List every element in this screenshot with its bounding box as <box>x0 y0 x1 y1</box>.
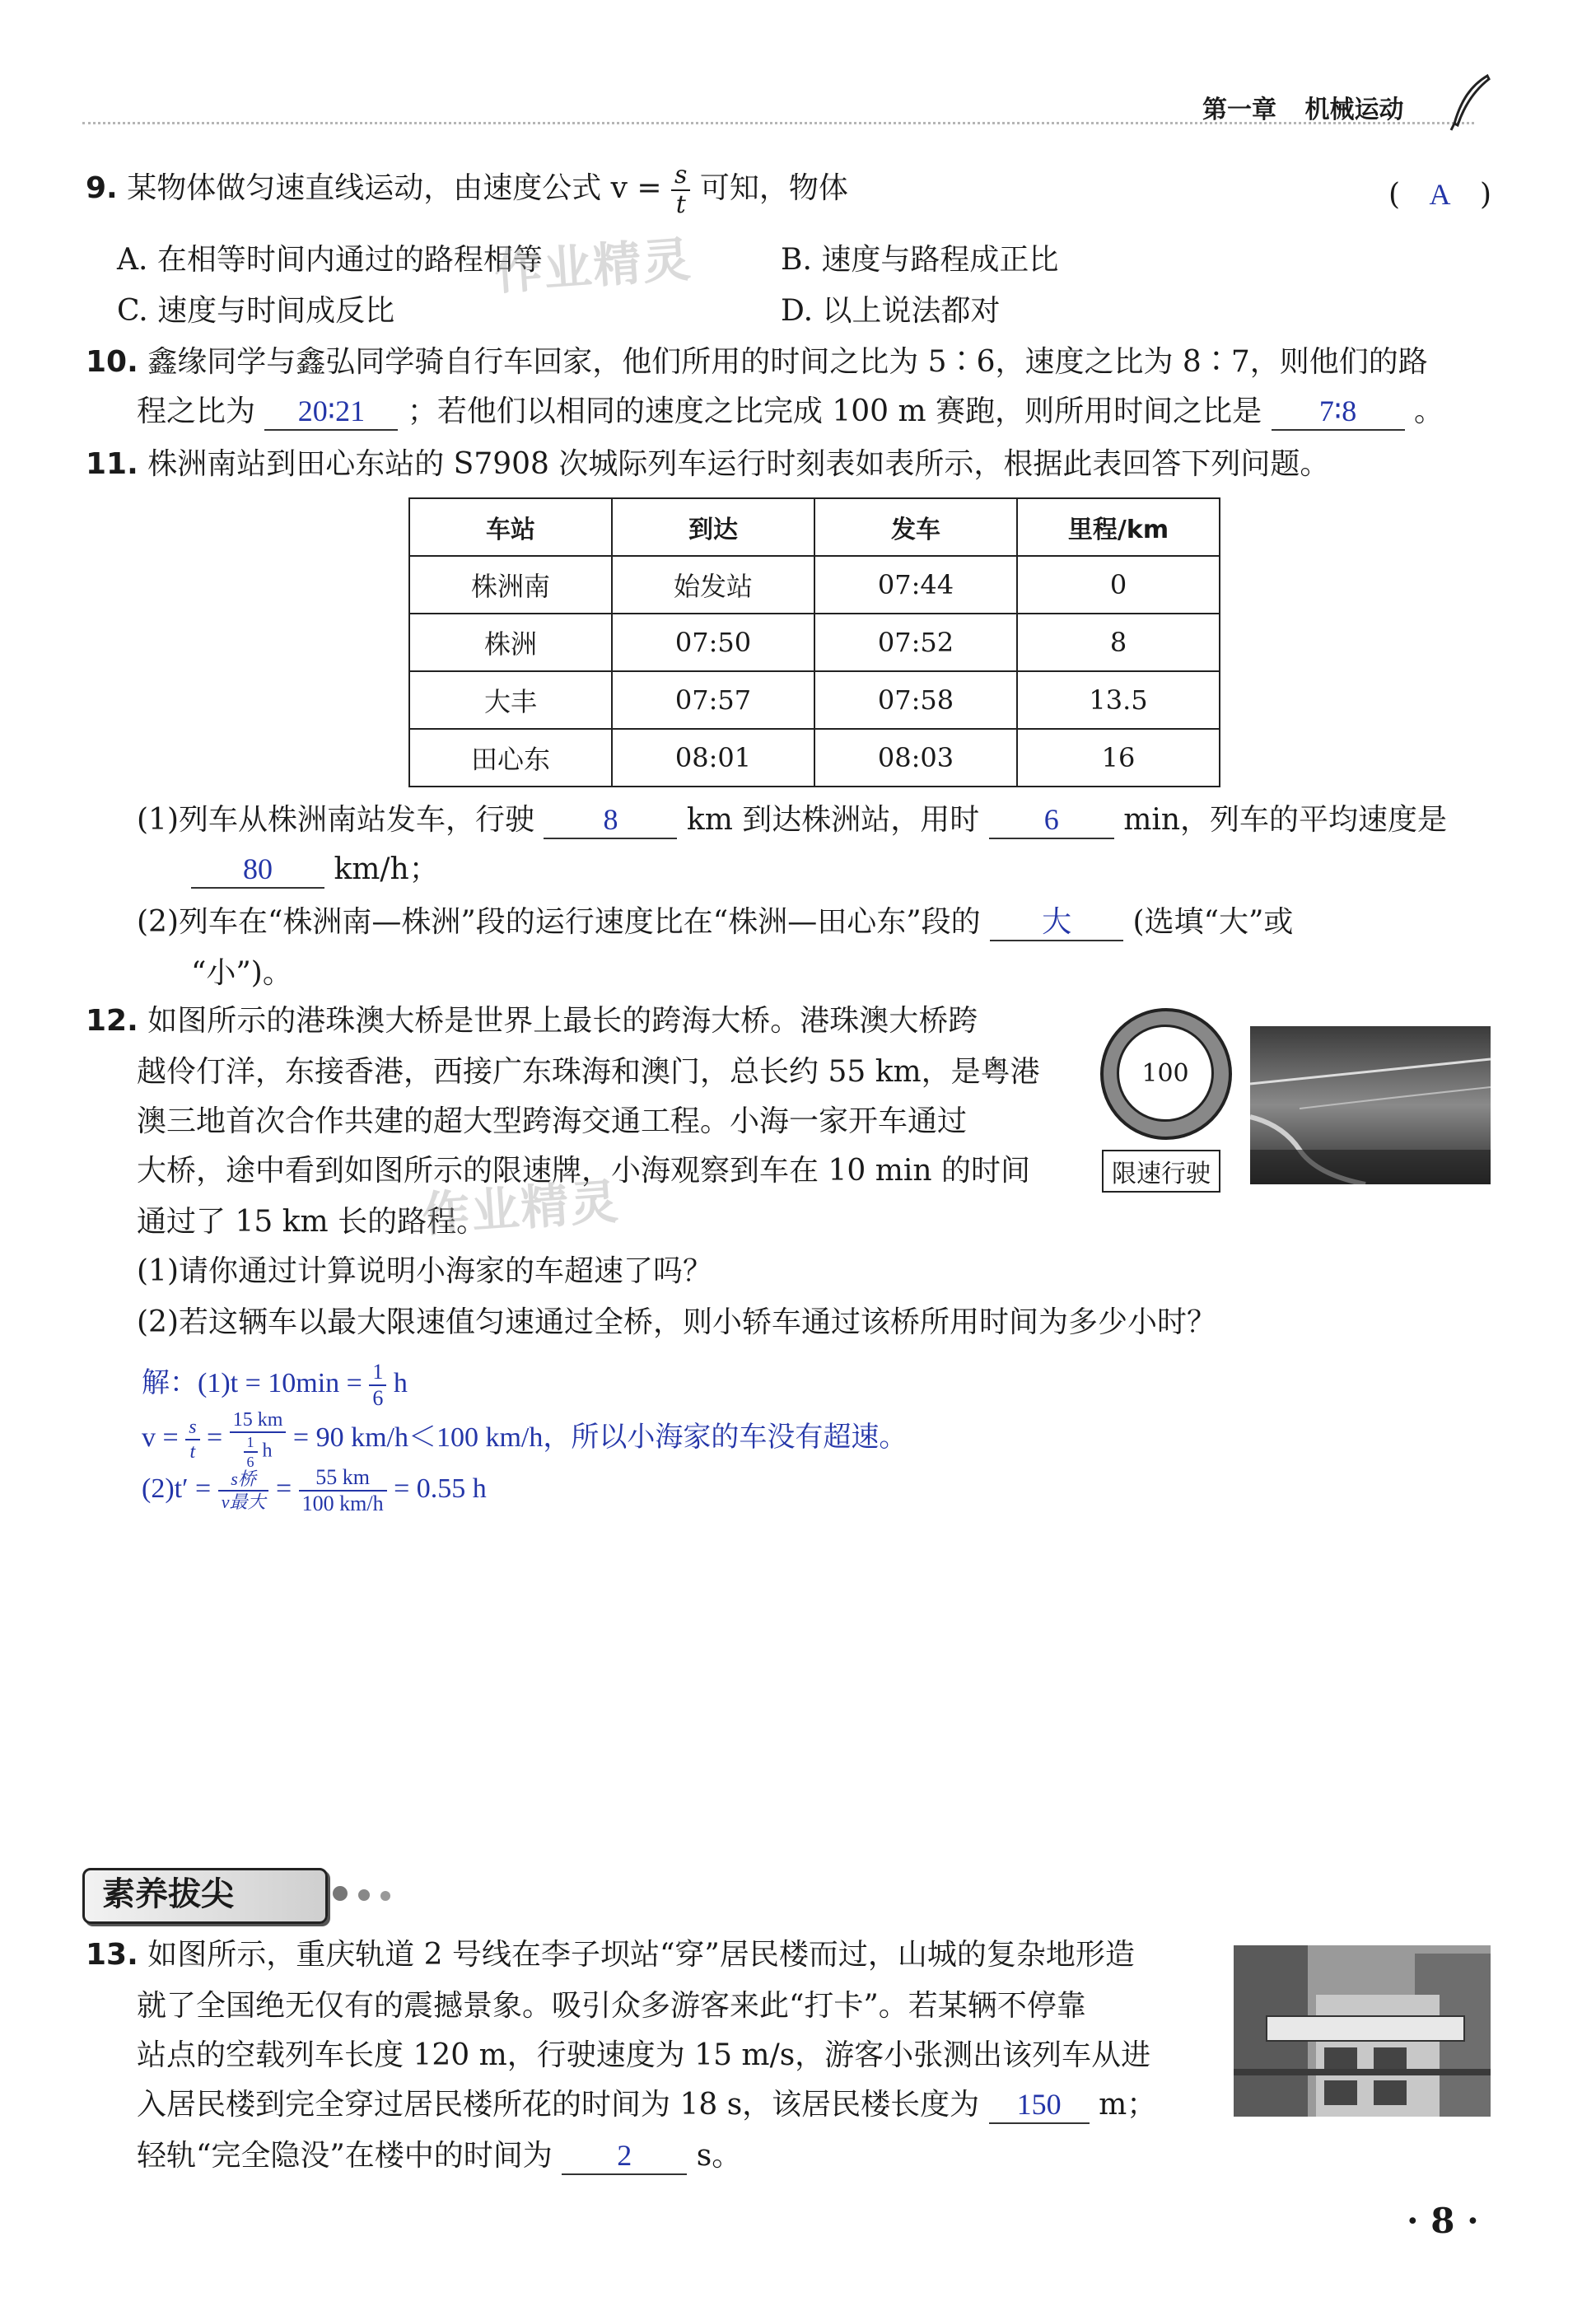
table-row <box>409 614 1220 671</box>
table-cell: 大丰 <box>409 671 612 729</box>
q13-answer-building-length: 150 <box>989 2086 1090 2124</box>
page-number: · 8 · <box>1407 2201 1479 2241</box>
q10-answer-ratio-distance: 20∶21 <box>264 393 398 431</box>
question-9 <box>86 163 1519 217</box>
q13-line: 站点的空载列车长度 120 m，行驶速度为 15 m/s，游客小张测出该列车从进 <box>137 2038 1151 2072</box>
question-10 <box>86 338 1519 387</box>
q13-line5 <box>137 2131 741 2181</box>
q9-answer: A <box>1429 178 1451 211</box>
fraction-denominator: t <box>675 190 686 219</box>
question-number: 13. <box>86 1938 138 1972</box>
solution-text: (2)t′ = <box>142 1473 212 1504</box>
table-row <box>409 729 1220 787</box>
header-cell: 到达 <box>612 498 814 556</box>
solution-fraction <box>218 1470 269 1511</box>
table-cell: 田心东 <box>409 729 612 787</box>
fraction-numerator: s桥 <box>218 1470 269 1492</box>
q13-line: 如图所示，重庆轨道 2 号线在李子坝站“穿”居民楼而过，山城的复杂地形造 <box>147 1938 1135 1972</box>
q13-line4 <box>137 2080 1156 2130</box>
speed-fraction <box>671 163 690 217</box>
q13-line: 就了全国绝无仅有的震撼景象。吸引众多游客来此“打卡”。若某辆不停靠 <box>137 1989 1086 2023</box>
header-cell: 里程/km <box>1017 498 1220 556</box>
dot-icon <box>380 1891 390 1901</box>
q10-text: 。 <box>1414 395 1444 428</box>
solution-text: h <box>393 1368 408 1398</box>
q11-text: (选填“大”或 <box>1132 905 1294 939</box>
q11-text: (2)列车在“株洲南—株洲”段的运行速度比在“株洲—田心东”段的 <box>137 905 981 939</box>
q12-line: 大桥，途中看到如图所示的限速牌，小海观察到车在 10 min 的时间 <box>137 1154 1030 1188</box>
speed-limit-sign <box>1100 1008 1232 1140</box>
table-cell: 07:50 <box>612 614 814 671</box>
fraction-denominator: t <box>189 1441 196 1463</box>
unit-text: h <box>262 1440 273 1462</box>
sign-inner-circle <box>1117 1025 1214 1122</box>
bridge-photo <box>1250 1026 1491 1184</box>
fraction-numerator: s <box>185 1417 199 1440</box>
q12-line: 通过了 15 km 长的路程。 <box>137 1205 487 1239</box>
chapter-label <box>1202 89 1403 125</box>
fraction-numerator: s <box>671 163 690 191</box>
q13-text: 入居民楼到完全穿过居民楼所花的时间为 18 s，该居民楼长度为 <box>137 2088 980 2122</box>
table-cell: 08:03 <box>814 729 1017 787</box>
q12-solution-line2 <box>142 1410 907 1469</box>
q11-answer-distance: 8 <box>544 801 677 839</box>
fraction-denominator: 6 <box>246 1454 254 1470</box>
q11-part2 <box>137 898 1520 947</box>
train-timetable <box>408 497 1220 787</box>
table-cell: 株洲 <box>409 614 612 671</box>
speed-limit-label: 限速行驶 <box>1102 1150 1220 1193</box>
q11-answer-speed: 80 <box>191 851 324 889</box>
monorail-building-photo <box>1234 1945 1491 2117</box>
question-number: 9. <box>86 171 118 205</box>
q13-text: 轻轨“完全隐没”在楼中的时间为 <box>137 2139 553 2173</box>
q10-text: ；若他们以相同的速度之比完成 100 m 赛跑，则所用时间之比是 <box>407 395 1262 428</box>
solution-text: = <box>275 1473 292 1504</box>
q11-answer-time: 6 <box>989 801 1114 839</box>
watermark-text: 作业精灵 <box>492 231 694 301</box>
q11-answer-compare: 大 <box>990 903 1123 941</box>
question-stem-cont: 可知，物体 <box>699 171 848 205</box>
dot-icon <box>358 1889 370 1901</box>
chapter-number: 第一章 <box>1202 96 1276 124</box>
q12-solution-line1 <box>142 1359 408 1409</box>
q12-sub1: (1)请你通过计算说明小海家的车超速了吗？ <box>137 1254 712 1288</box>
table-row <box>409 556 1220 614</box>
solution-fraction <box>299 1467 387 1515</box>
q9-option-d: D. 以上说法都对 <box>781 294 1001 328</box>
q9-option-b: B. 速度与路程成正比 <box>781 243 1059 277</box>
dot-icon <box>333 1886 348 1901</box>
question-12 <box>86 997 1115 1046</box>
q11-stem: 株洲南站到田心东站的 S7908 次城际列车运行时刻表如表所示，根据此表回答下列问题。 <box>147 447 1330 481</box>
q13-answer-hidden-time: 2 <box>562 2137 687 2175</box>
q12-line: 澳三地首次合作共建的超大型跨海交通工程。小海一家开车通过 <box>137 1104 968 1138</box>
table-cell: 07:52 <box>814 614 1017 671</box>
fraction-denominator: 100 km/h <box>301 1492 384 1516</box>
chapter-title: 机械运动 <box>1304 96 1404 124</box>
paren-open: ( <box>1388 178 1401 212</box>
q11-part2-cont: “小”)。 <box>191 956 292 990</box>
table-cell: 08:01 <box>612 729 814 787</box>
section-title: 素养拔尖 <box>102 1875 234 1913</box>
table-cell: 13.5 <box>1017 671 1220 729</box>
q11-text: min，列车的平均速度是 <box>1123 803 1448 837</box>
solution-text: = 0.55 h <box>394 1473 487 1504</box>
sign-value: 100 <box>1141 1058 1189 1088</box>
fraction-denominator: v最大 <box>221 1492 266 1513</box>
question-number: 12. <box>86 1004 138 1038</box>
q9-answer-paren <box>1388 170 1491 220</box>
q11-text: (1)列车从株洲南站发车，行驶 <box>137 803 534 837</box>
q12-line: 越伶仃洋，东接香港，西接广东珠海和澳门，总长约 55 km，是粤港 <box>137 1055 1040 1089</box>
q10-line1: 鑫缘同学与鑫弘同学骑自行车回家，他们所用的时间之比为 5∶6，速度之比为 8∶7，则他们的路 <box>147 345 1428 379</box>
table-cell: 8 <box>1017 614 1220 671</box>
table-cell: 16 <box>1017 729 1220 787</box>
table-cell: 株洲南 <box>409 556 612 614</box>
fraction-numerator: 15 km <box>230 1410 287 1433</box>
fraction-denominator: 6 <box>372 1386 384 1411</box>
fraction-numerator: 55 km <box>299 1467 387 1492</box>
quill-pen-icon <box>1446 72 1492 132</box>
q9-option-c: C. 速度与时间成反比 <box>117 294 395 328</box>
question-number: 11. <box>86 447 138 481</box>
q12-solution-line3 <box>142 1464 487 1515</box>
q13-text: m； <box>1099 2088 1157 2122</box>
question-13 <box>86 1931 1222 1980</box>
q10-answer-ratio-time: 7∶8 <box>1272 393 1405 431</box>
solution-fraction <box>369 1361 386 1409</box>
solution-text: = 90 km/h＜100 km/h，所以小海家的车没有超速。 <box>292 1422 908 1453</box>
q11-text: km/h； <box>334 852 439 886</box>
table-cell: 始发站 <box>612 556 814 614</box>
solution-fraction <box>185 1417 199 1462</box>
header-cell: 车站 <box>409 498 612 556</box>
q11-part1-cont <box>191 845 439 894</box>
q12-sub2: (2)若这辆车以最大限速值匀速通过全桥，则小轿车通过该桥所用时间为多少小时？ <box>137 1305 1216 1339</box>
solution-fraction <box>230 1410 287 1469</box>
question-number: 10. <box>86 345 138 379</box>
table-cell: 07:57 <box>612 671 814 729</box>
header-cell: 发车 <box>814 498 1017 556</box>
table-cell: 07:58 <box>814 671 1017 729</box>
question-stem: 某物体做匀速直线运动，由速度公式 v = <box>127 171 662 205</box>
fraction-numerator: 1 <box>244 1435 258 1453</box>
q11-part1 <box>137 796 1520 845</box>
table-cell: 0 <box>1017 556 1220 614</box>
table-header-row <box>409 498 1220 556</box>
paren-close: ) <box>1479 178 1491 212</box>
solution-text: = <box>207 1422 223 1453</box>
solution-text: v = <box>142 1422 179 1453</box>
fraction-numerator: 1 <box>369 1361 386 1386</box>
question-11 <box>86 440 1519 489</box>
q9-option-a: A. 在相等时间内通过的路程相等 <box>117 243 543 277</box>
q10-line2 <box>137 387 1520 437</box>
q11-text: km 到达株洲站，用时 <box>686 803 980 837</box>
q13-text: s。 <box>696 2139 742 2173</box>
table-cell: 07:44 <box>814 556 1017 614</box>
q12-line: 如图所示的港珠澳大桥是世界上最长的跨海大桥。港珠澳大桥跨 <box>147 1004 978 1038</box>
table-row <box>409 671 1220 729</box>
solution-text: 解：(1)t = 10min = <box>142 1368 362 1398</box>
banner-dots <box>333 1886 390 1904</box>
q10-text: 程之比为 <box>137 395 256 428</box>
watermark-text: 作业精灵 <box>420 1173 622 1244</box>
